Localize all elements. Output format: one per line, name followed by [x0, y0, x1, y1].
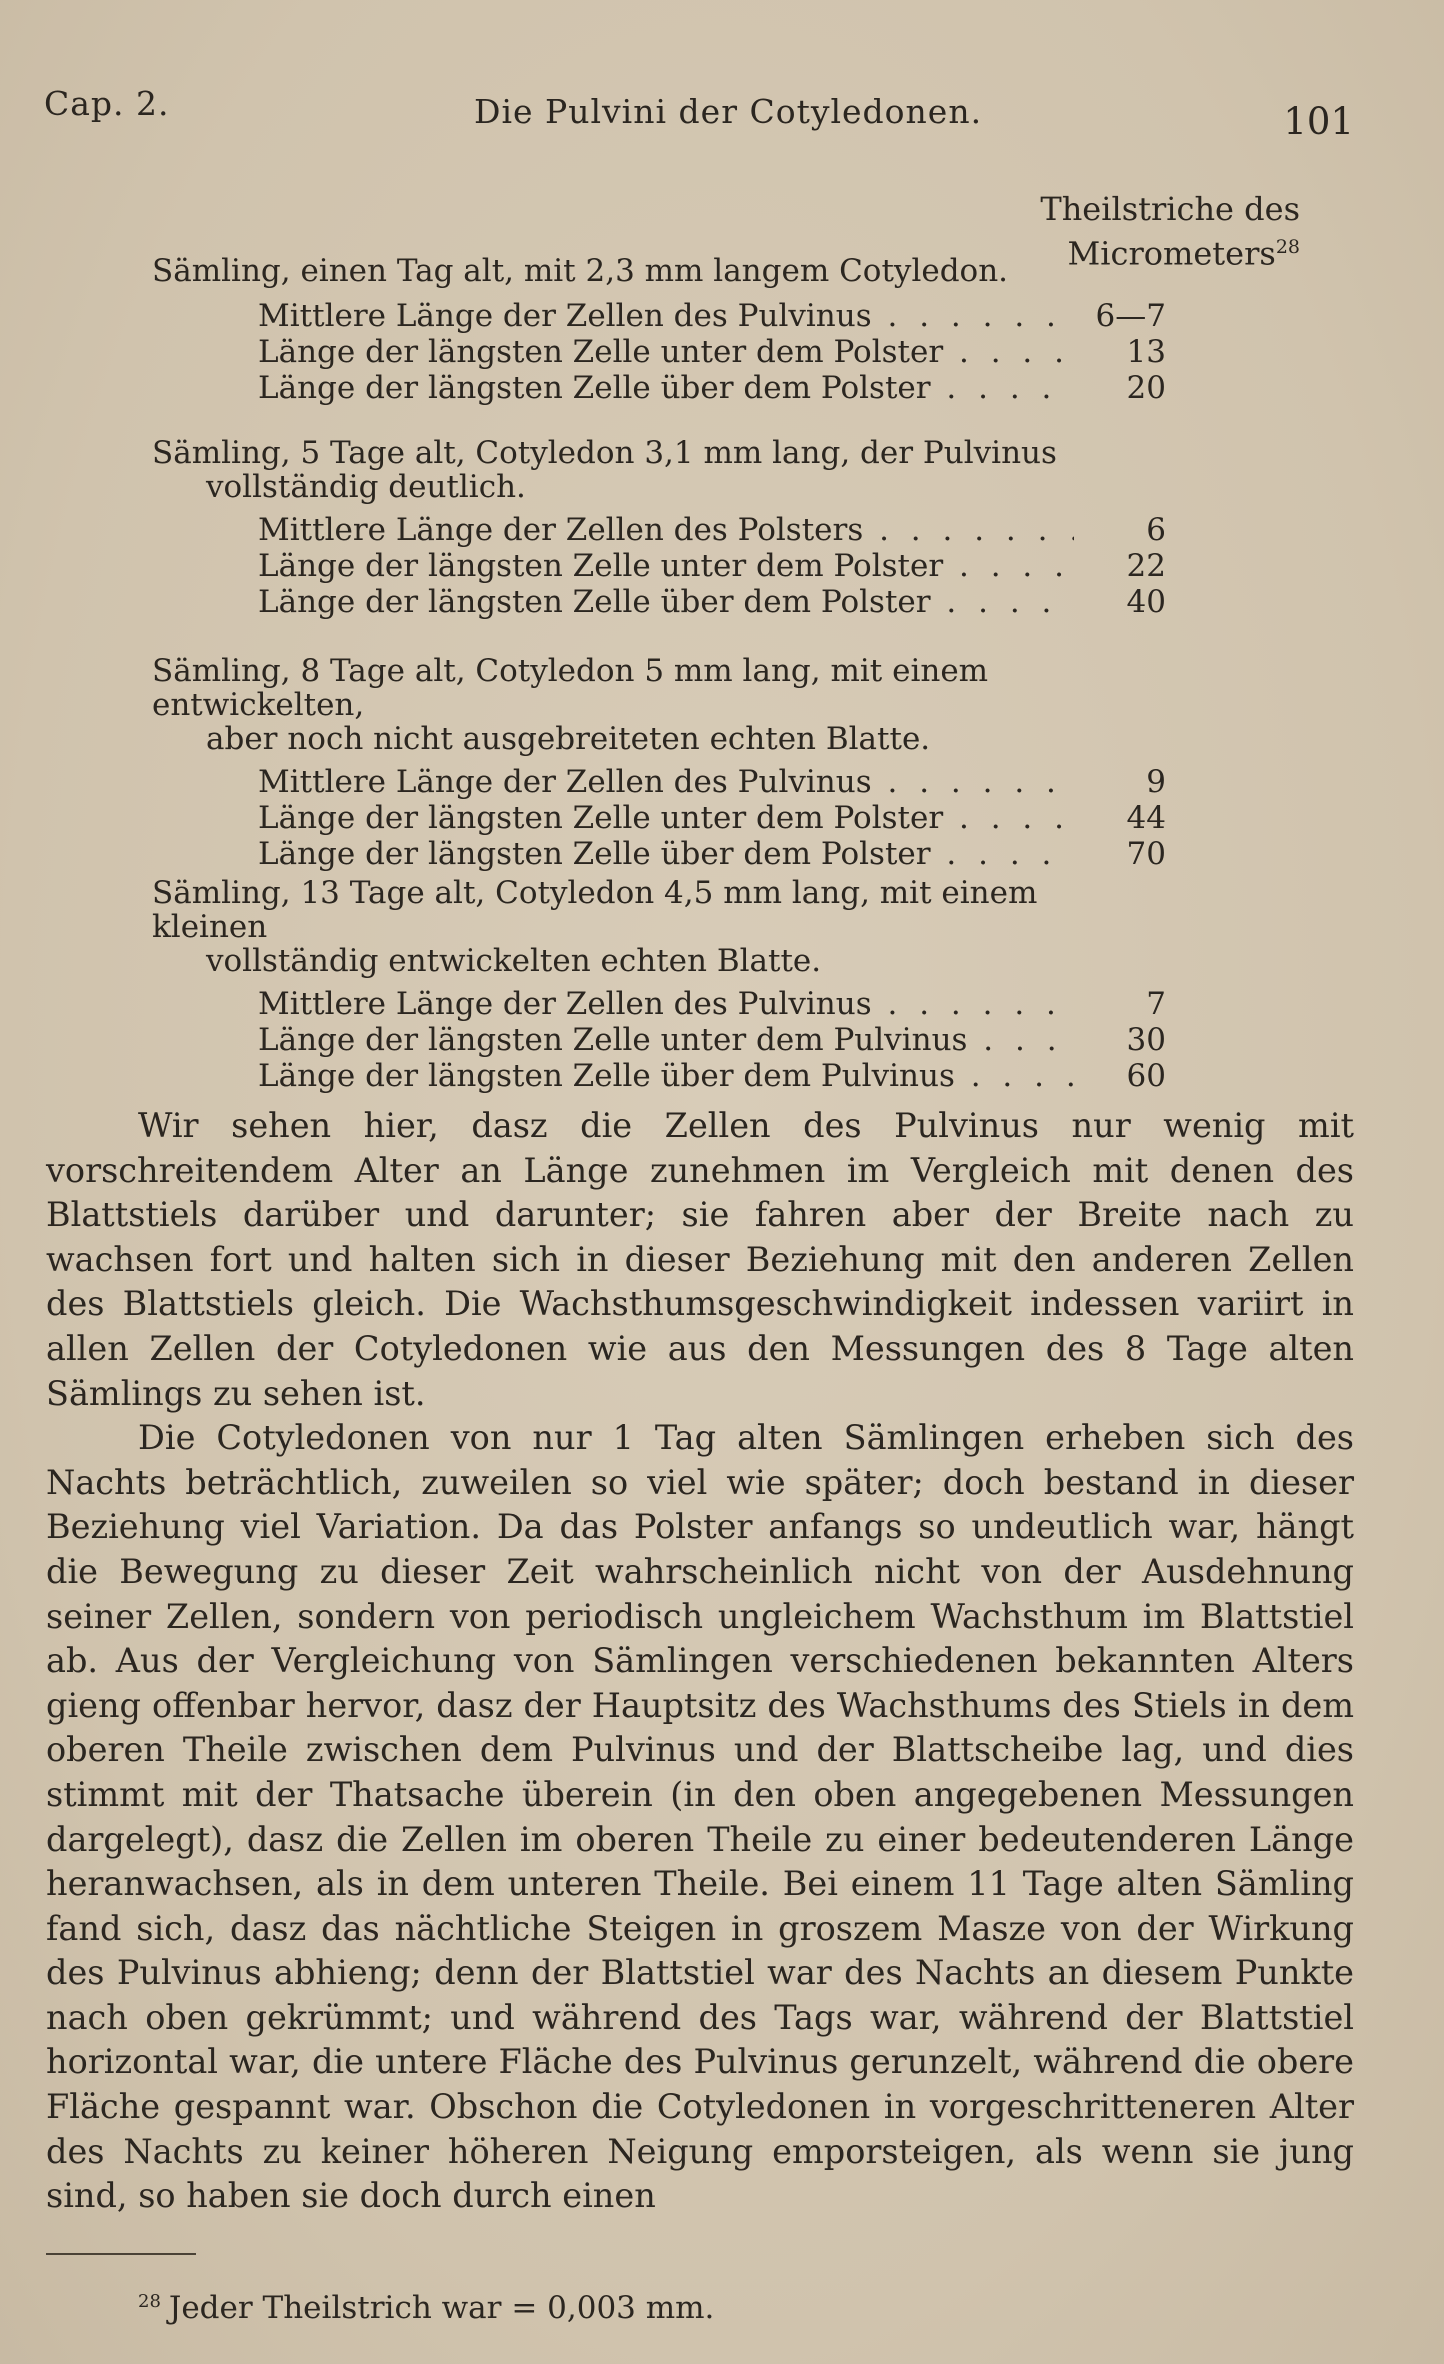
measurement-value: 20: [1126, 370, 1166, 406]
measurement-label: Länge der längsten Zelle über dem Polster . . .: [258, 370, 1074, 406]
measurement-row: [258, 334, 1166, 370]
measurement-value: 6—7: [1095, 298, 1166, 334]
measurement-label: Länge der längsten Zelle über dem Pulvinus . . .: [258, 1058, 1074, 1094]
footnote-divider: [46, 2253, 196, 2255]
measurement-row: [258, 370, 1166, 406]
measurement-label: Mittlere Länge der Zellen des Pulvinus . . .: [258, 764, 1074, 800]
measurement-row: [258, 1022, 1166, 1058]
footnote-ref: 28: [1275, 236, 1300, 258]
measurement-row: [258, 836, 1166, 872]
paragraph: Wir sehen hier, dasz die Zellen des Pulvinus nur wenig mit vorschreitendem Alter an Länge zunehmen im Vergleich mit denen des Blattstiels darüber und darunter; sie fahren aber der Breite nach zu wachsen fort und halten sich in dieser Beziehung mit den anderen Zellen des Blattstiels gleich. Die Wachsthumsgeschwindigkeit indessen variirt in allen Zellen der Cotyledonen wie aus den Messungen des 8 Tage alten Sämlings zu sehen ist.: [46, 1106, 1354, 1413]
measurement-value: 6: [1146, 512, 1166, 548]
measurement-row: [258, 986, 1166, 1022]
page-header: [44, 84, 1354, 144]
measurement-row: [258, 548, 1166, 584]
measurement-row: [258, 1058, 1166, 1094]
measurement-label: Mittlere Länge der Zellen des Pulvinus . . .: [258, 298, 1074, 334]
measurement-label: Länge der längsten Zelle unter dem Polster . . .: [258, 548, 1074, 584]
seedling-block: [152, 435, 1166, 620]
seedling-description: Sämling, einen Tag alt, mit 2,3 mm langem Cotyledon.: [152, 253, 1009, 289]
seedling-description: Sämling, 8 Tage alt, Cotyledon 5 mm lang, mit einem entwickelten, aber noch nicht ausgebreiteten echten Blatte.: [152, 653, 989, 757]
seedling-block: [152, 253, 1166, 406]
footnote: [138, 2290, 714, 2326]
measurement-value: 22: [1126, 548, 1166, 584]
footnote-text: Jeder Theilstrich war = 0,003 mm.: [168, 2290, 715, 2326]
measurement-value: 44: [1126, 800, 1166, 836]
measurement-label: Länge der längsten Zelle über dem Polster . . .: [258, 836, 1074, 872]
page-number: 101: [1283, 100, 1354, 143]
measurement-row: [258, 512, 1166, 548]
footnote-number: 28: [138, 2290, 161, 2312]
paragraph: Die Cotyledonen von nur 1 Tag alten Sämlingen erheben sich des Nachts beträchtlich, zuweilen so viel wie später; doch bestand in dieser Beziehung viel Variation. Da das Polster anfangs so undeutlich war, hängt die Bewegung zu dieser Zeit wahrscheinlich nicht von der Ausdehnung seiner Zellen, sondern von periodisch ungleichem Wachsthum im Blattstiel ab. Aus der Vergleichung von Sämlingen verschiedenen bekannten Alters gieng offenbar hervor, dasz der Hauptsitz des Wachsthums des Stiels in dem oberen Theile zwischen dem Pulvinus und der Blattscheibe lag, und dies stimmt mit der Thatsache überein (in den oben angegebenen Messungen dargelegt), dasz die Zellen im oberen Theile zu einer bedeutenderen Länge heranwachsen, als in dem unteren Theile. Bei einem 11 Tage alten Sämling fand sich, dasz das nächtliche Steigen in groszem Masze von der Wirkung des Pulvinus abhieng; denn der Blattstiel war des Nachts an diesem Punkte nach oben gekrümmt; und während des Tags war, während der Blattstiel horizontal war, die untere Fläche des Pulvinus gerunzelt, während die obere Fläche gespannt war. Obschon die Cotyledonen in vorgeschritteneren Alter des Nachts zu keiner höheren Neigung emporsteigen, als wenn sie jung sind, so haben sie doch durch einen: [46, 1418, 1354, 2216]
measurement-value: 40: [1126, 584, 1166, 620]
seedling-block: [152, 875, 1166, 1094]
measurement-value: 9: [1146, 764, 1166, 800]
measurement-label: Mittlere Länge der Zellen des Polsters . . .: [258, 512, 1074, 548]
measurement-value: 7: [1146, 986, 1166, 1022]
running-title: Die Pulvini der Cotyledonen.: [474, 92, 983, 131]
seedling-description: Sämling, 5 Tage alt, Cotyledon 3,1 mm lang, der Pulvinus vollständig deutlich.: [152, 435, 1057, 505]
measurement-row: [258, 764, 1166, 800]
measurement-label: Länge der längsten Zelle über dem Polster . . .: [258, 584, 1074, 620]
measurement-value: 13: [1126, 334, 1166, 370]
measurement-row: [258, 584, 1166, 620]
measurement-label: Länge der längsten Zelle unter dem Polster . . .: [258, 334, 1074, 370]
chapter-label: Cap. 2.: [44, 84, 170, 123]
measurement-label: Länge der längsten Zelle unter dem Polster . . .: [258, 800, 1074, 836]
seedling-description: Sämling, 13 Tage alt, Cotyledon 4,5 mm lang, mit einem kleinen vollständig entwickelten echten Blatte.: [152, 875, 1038, 979]
measurement-row: [258, 800, 1166, 836]
measurement-value: 30: [1126, 1022, 1166, 1058]
measurement-value: 60: [1126, 1058, 1166, 1094]
body-text: [46, 1104, 1354, 2219]
column-header-line2: Micrometers$^{28}$: [1067, 234, 1300, 273]
measurement-value: 70: [1126, 836, 1166, 872]
measurement-label: Mittlere Länge der Zellen des Pulvinus . . .: [258, 986, 1074, 1022]
measurement-label: Länge der längsten Zelle unter dem Pulvinus . . .: [258, 1022, 1074, 1058]
column-header-line1: Theilstriche des: [1040, 190, 1300, 228]
measurement-row: [258, 298, 1166, 334]
seedling-block: [152, 653, 1166, 872]
